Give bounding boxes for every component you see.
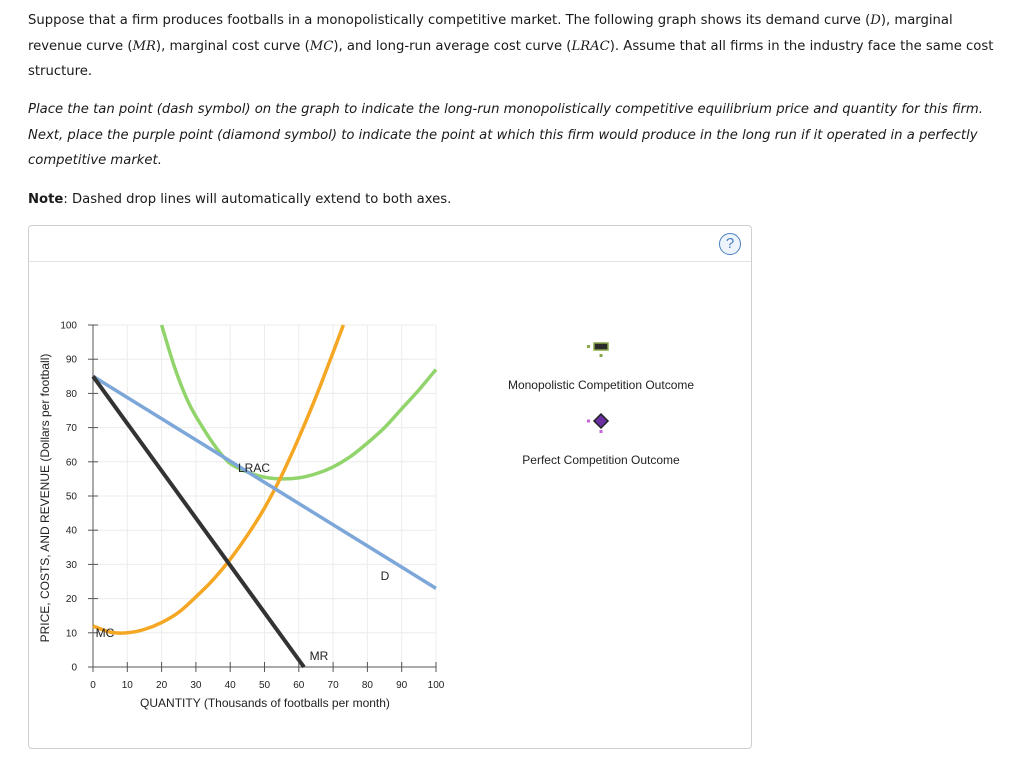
perfect-tool[interactable] [587,414,608,433]
dash-handle-left [587,345,590,348]
y-tick-label: 80 [65,388,77,400]
y-tick-label: 10 [65,628,77,640]
x-tick-label: 30 [190,680,202,691]
x-tick-label: 20 [156,680,168,691]
x-tick-label: 10 [121,680,133,691]
prompt-text-1: Suppose that a firm produces footballs in a monopolistically competitive market. The following graph shows its demand curve ( [28,13,871,28]
prompt-symbol-d: D [870,13,881,28]
y-tick-label: 0 [71,662,77,674]
y-tick-label: 100 [60,320,77,332]
prompt-text-4: ), and long-run average cost curve ( [333,38,572,54]
monopolistic-label: Monopolistic Competition Outcome [507,378,695,392]
y-tick-label: 30 [65,559,77,571]
x-tick-label: 0 [90,680,96,691]
y-tick-label: 70 [65,423,77,435]
diamond-handle-bottom [600,430,603,433]
prompt-symbol-mc: MC [309,38,334,54]
y-tick-label: 40 [65,525,77,537]
dash-symbol-icon[interactable] [594,343,608,350]
diamond-symbol-icon[interactable] [594,414,608,428]
help-button[interactable]: ? [719,233,741,255]
x-axis-label: QUANTITY (Thousands of footballs per month) [140,696,390,710]
x-tick-label: 40 [224,680,236,691]
perfect-label: Perfect Competition Outcome [522,453,680,467]
x-tick-label: 70 [327,680,339,691]
prompt-text-5: ). Assume that all firms in the industry face the same cost structure. [28,38,994,79]
y-tick-label: 20 [65,594,77,606]
y-tick-label: 50 [65,491,77,503]
curve-mc [93,325,343,633]
prompt-text-2: ), marginal revenue curve ( [28,13,953,54]
note-text: : Dashed drop lines will automatically extend to both axes. [63,192,452,207]
prompt-symbol-lrac: LRAC [571,38,610,54]
x-tick-label: 50 [258,680,271,691]
x-tick-label: 90 [396,680,408,691]
y-axis-label: PRICE, COSTS, AND REVENUE (Dollars per football) [38,353,52,643]
note-label: Note [28,192,64,207]
x-tick-label: 60 [293,680,305,691]
prompt-text-3: ), marginal cost curve ( [155,38,310,54]
x-tick-label: 80 [361,680,373,691]
axes [60,321,444,692]
label-d: D [380,569,390,583]
y-tick-label: 60 [65,457,77,469]
label-mr: MR [309,649,329,663]
diamond-handle-left [587,420,590,423]
prompt-symbol-mr: MR [132,38,156,54]
label-mc: MC [95,626,115,640]
monopolistic-tool[interactable] [587,343,608,357]
x-tick-label: 100 [427,680,445,691]
y-tick-label: 90 [65,354,77,366]
instructions: Place the tan point (dash symbol) on the graph to indicate the long-run monopolistically competitive equilibrium price and quantity for this firm. Next, place the purple point (diamond symbol) to indicate the point at which this firm would produce in the long run if it operated in a perfectly competitive market. [28,102,983,168]
dash-handle-bottom [600,354,603,357]
label-lrac: LRAC [237,461,271,475]
